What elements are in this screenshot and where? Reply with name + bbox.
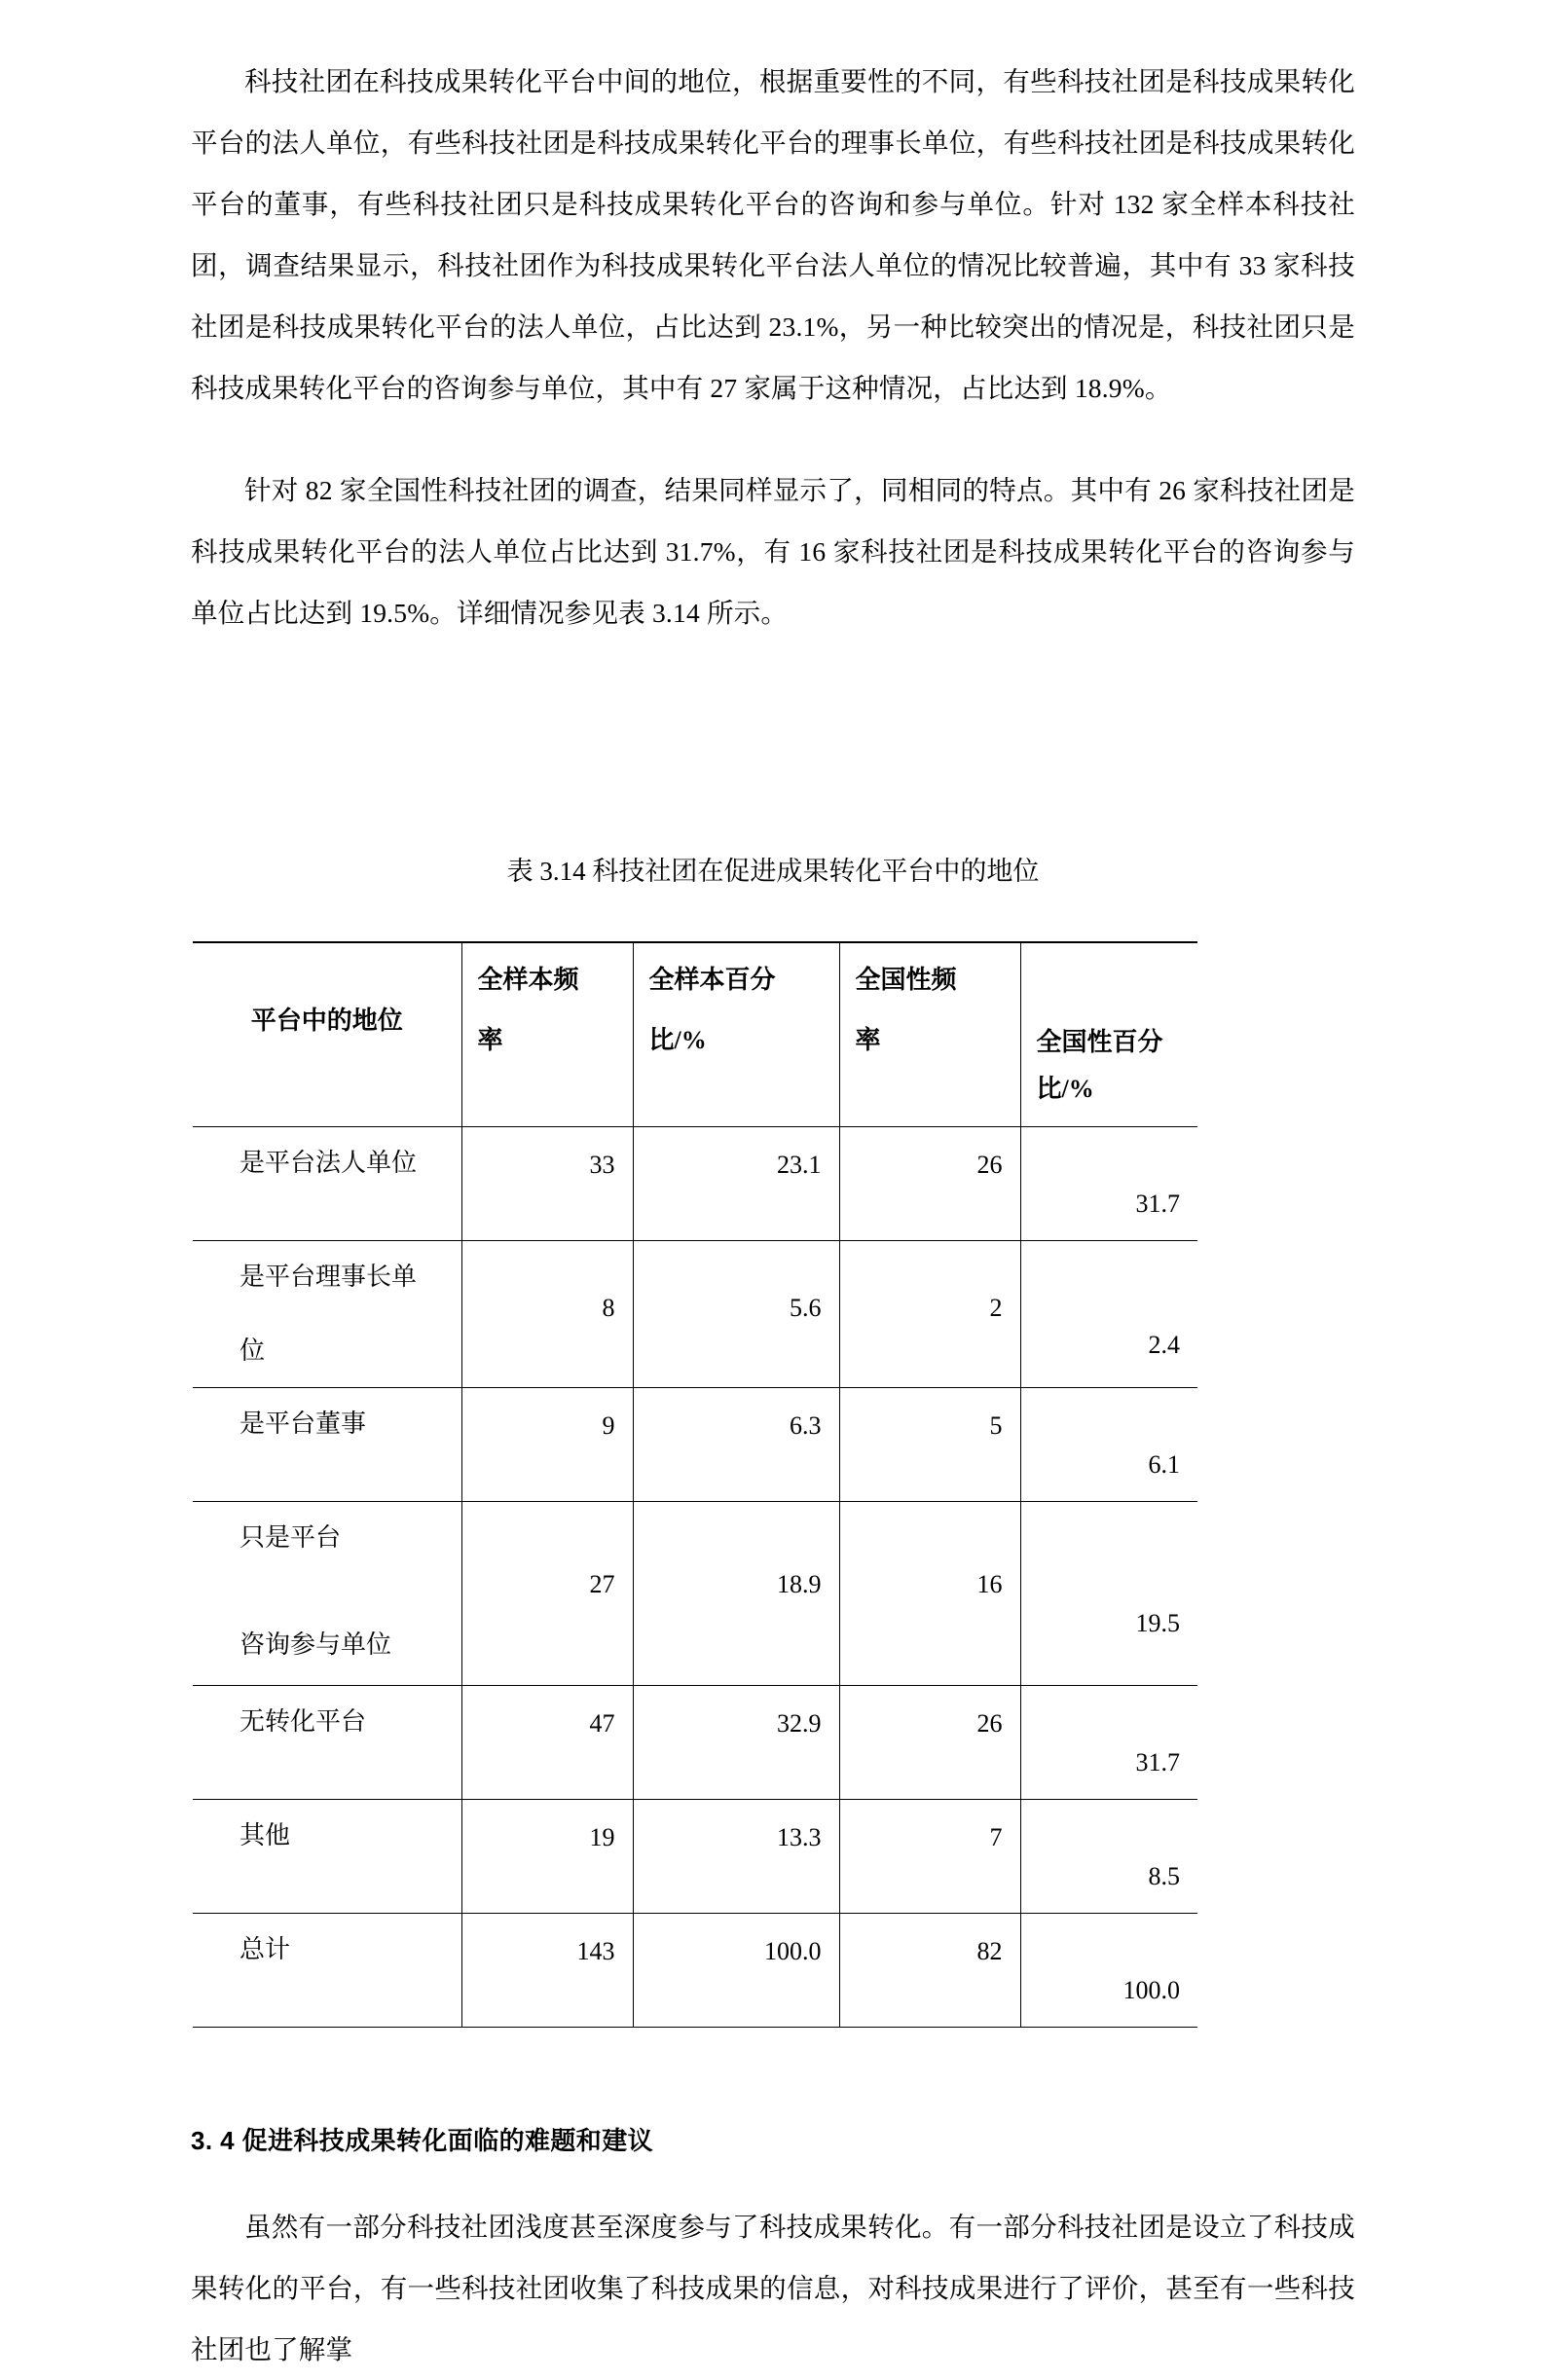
header-label-full-pct-line1: 全样本百分: [648, 966, 776, 994]
value-nat-freq: 2: [989, 1294, 1003, 1322]
row-label-line1: 是平台董事: [239, 1410, 367, 1438]
row-label-cell: [193, 1502, 461, 1686]
cell-full-pct: [633, 1127, 839, 1241]
row-label-cell: [193, 1388, 461, 1502]
row-label-cell: [193, 1914, 461, 2028]
row-label-cell: [193, 1241, 461, 1388]
value-full-pct: 23.1: [777, 1151, 822, 1179]
section-heading-wrapper: [191, 2121, 1355, 2157]
row-label-line2: 咨询参与单位: [239, 1630, 392, 1659]
cell-full-freq: [461, 1800, 633, 1914]
value-nat-freq: 16: [976, 1570, 1003, 1598]
cell-nat-freq: [839, 1800, 1020, 1914]
header-label-nat-freq-line1: 全国性频: [855, 966, 957, 994]
row-label-line1: 是平台法人单位: [239, 1149, 418, 1177]
paragraph-national-survey: 针对 82 家全国性科技社团的调查，结果同样显示了，同相同的特点。其中有 26 家科技社团是科技成果转化平台的法人单位占比达到 31.7%，有 16 家科技社团是科技成果转化平台的咨询参与单位占比达到 19.5%。详细情况参见表 3.14 所示。: [191, 475, 1355, 628]
header-cell-nat-pct: [1020, 942, 1197, 1127]
status-distribution-table: [193, 941, 1197, 2028]
paragraph-platform-status: 科技社团在科技成果转化平台中间的地位，根据重要性的不同，有些科技社团是科技成果转化平台的法人单位，有些科技社团是科技成果转化平台的理事长单位，有些科技社团是科技成果转化平台的董事，有些科技社团只是科技成果转化平台的咨询和参与单位。针对 132 家全样本科技社团，调查结果显示，科技社团作为科技成果转化平台法人单位的情况比较普遍，其中有 33 家科技社团是科技成果转化平台的法人单位，占比达到 23.1%，另一种比较突出的情况是，科技社团只是科技成果转化平台的咨询参与单位，其中有 27 家属于这种情况，占比达到 18.9%。: [191, 66, 1355, 403]
value-nat-pct: 19.5: [1135, 1609, 1180, 1637]
row-label-line1: 只是平台: [239, 1523, 342, 1552]
table-row: [193, 1502, 1197, 1686]
value-full-freq: 19: [589, 1823, 615, 1851]
cell-nat-pct: [1020, 1800, 1197, 1914]
row-label-line1: 其他: [239, 1821, 291, 1849]
value-nat-freq: 7: [989, 1823, 1003, 1851]
cell-nat-pct: [1020, 1241, 1197, 1388]
table-row: [193, 1241, 1197, 1388]
table-caption-wrapper: [191, 852, 1355, 891]
row-label-line1: 总计: [239, 1935, 291, 1963]
cell-nat-freq: [839, 1127, 1020, 1241]
value-nat-freq: 82: [976, 1937, 1003, 1965]
value-nat-freq: 5: [989, 1411, 1003, 1440]
header-label-full-pct-line2: 比/%: [648, 1026, 707, 1054]
cell-full-pct: [633, 1686, 839, 1800]
cell-nat-freq: [839, 1502, 1020, 1686]
cell-full-pct: [633, 1502, 839, 1686]
paragraph-section-body: 虽然有一部分科技社团浅度甚至深度参与了科技成果转化。有一部分科技社团是设立了科技成果转化的平台，有一些科技社团收集了科技成果的信息，对科技成果进行了评价，甚至有一些科技社团也了解掌: [191, 2212, 1355, 2364]
cell-full-freq: [461, 1686, 633, 1800]
header-label-nat-freq-line2: 率: [855, 1026, 881, 1054]
cell-full-freq: [461, 1127, 633, 1241]
cell-full-freq: [461, 1241, 633, 1388]
cell-full-pct: [633, 1241, 839, 1388]
value-nat-freq: 26: [976, 1151, 1003, 1179]
header-cell-full-pct: [633, 942, 839, 1127]
header-label-full-freq-line1: 全样本频: [477, 966, 579, 994]
cell-nat-pct: [1020, 1686, 1197, 1800]
header-label-nat-pct: 全国性百分比/%: [1036, 1028, 1163, 1103]
table-row-total: [193, 1914, 1197, 2028]
page-content: [191, 0, 1355, 2380]
header-cell-full-freq: [461, 942, 633, 1127]
cell-full-freq: [461, 1914, 633, 2028]
value-nat-freq: 26: [976, 1709, 1003, 1738]
value-full-freq: 27: [589, 1570, 615, 1598]
value-full-freq: 8: [602, 1294, 615, 1322]
table-caption: 表 3.14 科技社团在促进成果转化平台中的地位: [506, 857, 1040, 886]
value-full-freq: 9: [602, 1411, 615, 1440]
cell-full-pct: [633, 1388, 839, 1502]
value-full-pct: 5.6: [790, 1294, 822, 1322]
value-nat-pct: 6.1: [1148, 1450, 1180, 1479]
header-label-status: 平台中的地位: [250, 1007, 403, 1035]
header-label-full-freq-line2: 率: [477, 1026, 503, 1054]
value-full-freq: 47: [589, 1709, 615, 1738]
value-nat-pct: 2.4: [1148, 1331, 1180, 1359]
header-cell-nat-freq: [839, 942, 1020, 1127]
cell-full-pct: [633, 1914, 839, 2028]
row-label-line1: 无转化平台: [239, 1707, 367, 1736]
cell-full-pct: [633, 1800, 839, 1914]
cell-nat-pct: [1020, 1914, 1197, 2028]
row-label-line2: 位: [239, 1336, 266, 1365]
table-row: [193, 1686, 1197, 1800]
header-cell-status: [193, 942, 461, 1127]
value-full-pct: 13.3: [777, 1823, 822, 1851]
table-header-row: [193, 942, 1197, 1127]
row-label-line1: 是平台理事长单: [239, 1263, 418, 1291]
table-row: [193, 1388, 1197, 1502]
table-wrapper: [191, 941, 1355, 2028]
cell-nat-freq: [839, 1914, 1020, 2028]
value-nat-pct: 31.7: [1135, 1748, 1180, 1776]
cell-nat-freq: [839, 1686, 1020, 1800]
cell-nat-pct: [1020, 1502, 1197, 1686]
cell-nat-freq: [839, 1388, 1020, 1502]
value-full-pct: 32.9: [777, 1709, 822, 1738]
cell-full-freq: [461, 1502, 633, 1686]
cell-nat-freq: [839, 1241, 1020, 1388]
row-label-cell: [193, 1800, 461, 1914]
cell-full-freq: [461, 1388, 633, 1502]
value-full-pct: 18.9: [777, 1570, 822, 1598]
row-label-cell: [193, 1127, 461, 1241]
value-nat-pct: 100.0: [1122, 1976, 1180, 2004]
value-full-freq: 143: [576, 1937, 615, 1965]
value-nat-pct: 31.7: [1135, 1190, 1180, 1218]
section-heading-3-4: 3. 4 促进科技成果转化面临的难题和建议: [191, 2126, 653, 2155]
table-row: [193, 1127, 1197, 1241]
value-nat-pct: 8.5: [1148, 1862, 1180, 1890]
value-full-pct: 6.3: [790, 1411, 822, 1440]
row-label-cell: [193, 1686, 461, 1800]
table-row: [193, 1800, 1197, 1914]
value-full-pct: 100.0: [764, 1937, 822, 1965]
cell-nat-pct: [1020, 1388, 1197, 1502]
cell-nat-pct: [1020, 1127, 1197, 1241]
value-full-freq: 33: [589, 1151, 615, 1179]
